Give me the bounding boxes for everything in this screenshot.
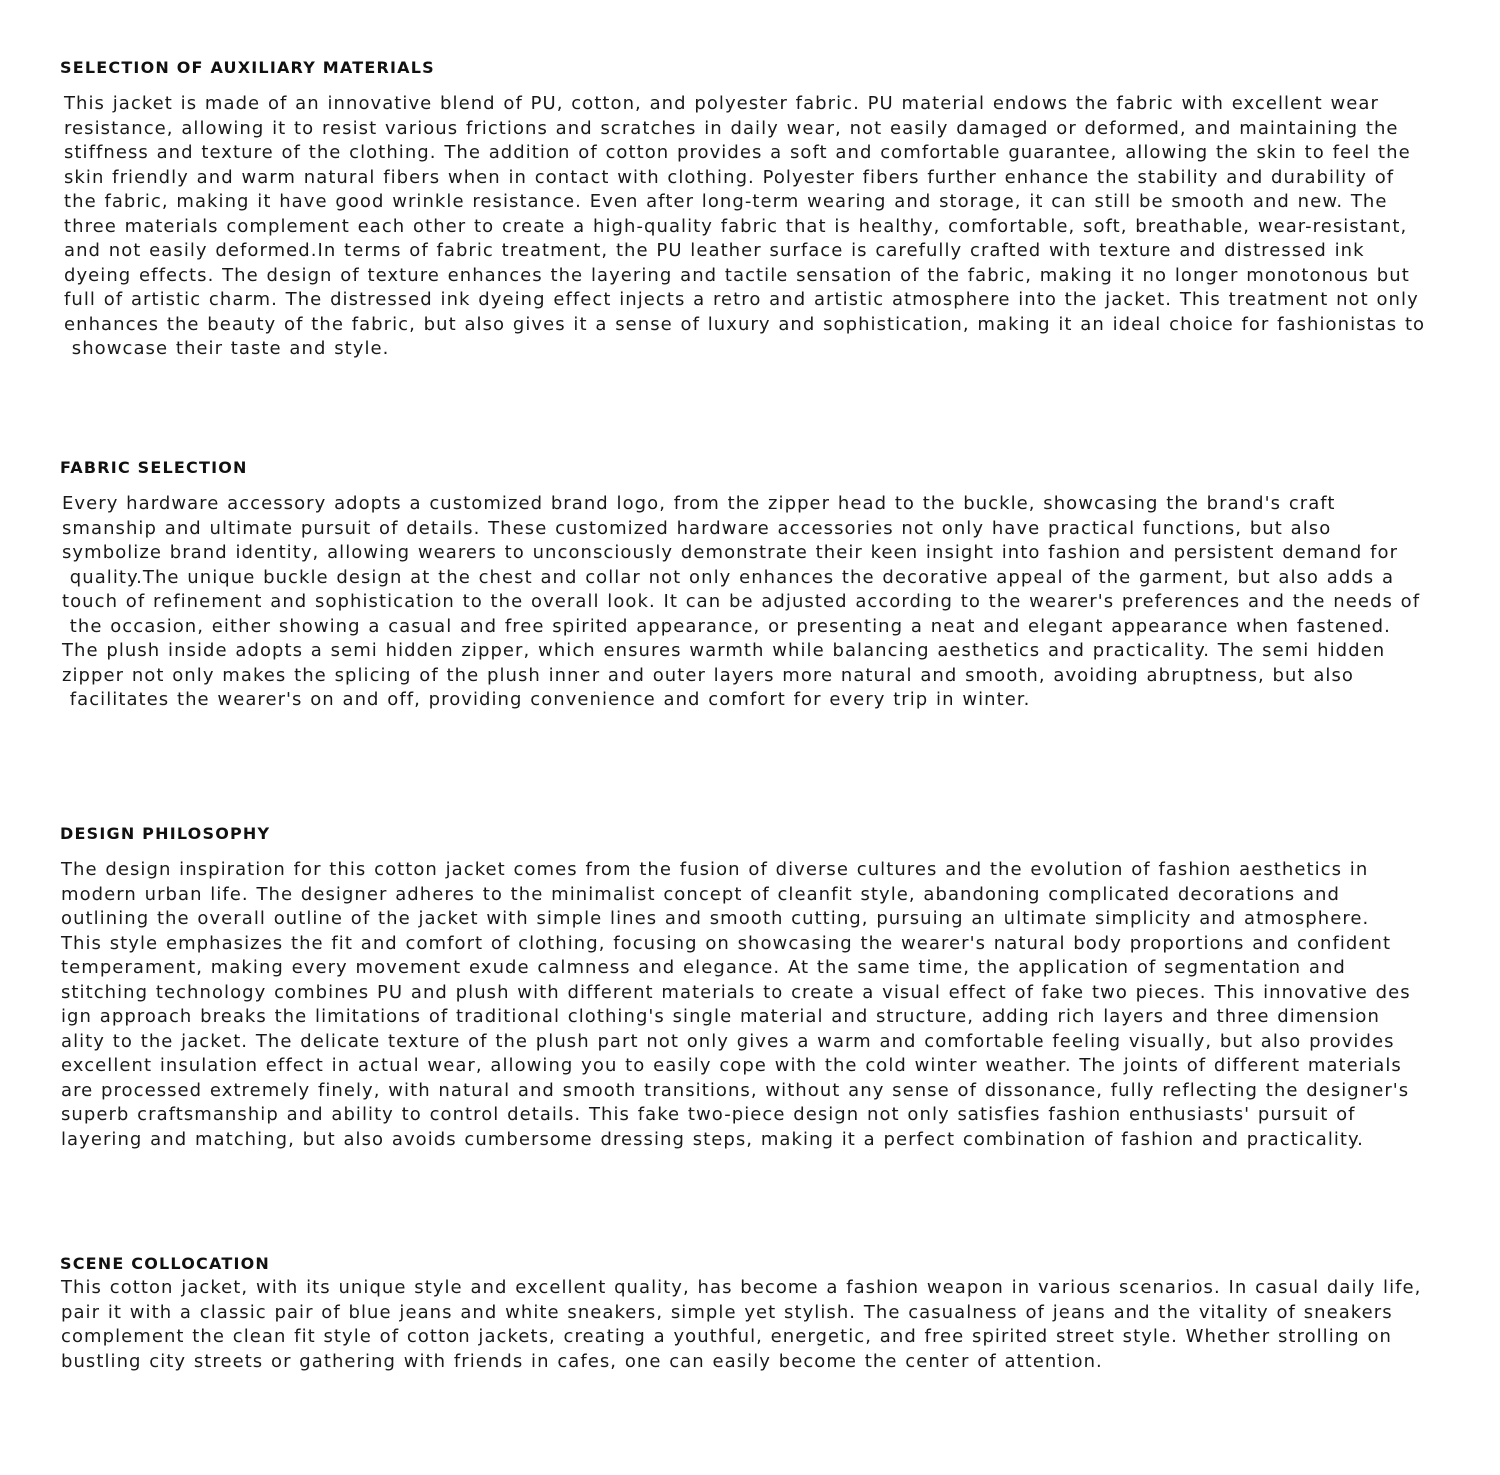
- body-line: The plush inside adopts a semi hidden zipper, which ensures warmth while balancing aesthetics and practicality. The semi hidden: [62, 640, 1386, 661]
- body-line: temperament, making every movement exude calmness and elegance. At the same time, the application of segmentation and: [61, 957, 1346, 978]
- body-line: touch of refinement and sophistication to the overall look. It can be adjusted according to the wearer's preferences and the needs of: [62, 591, 1421, 612]
- section-body: [60, 492, 1485, 713]
- body-line: ign approach breaks the limitations of traditional clothing's single material and structure, adding rich layers and three dimension: [61, 1006, 1380, 1027]
- section-auxiliary-materials: [60, 58, 1485, 362]
- section-design-philosophy: [60, 824, 1485, 1152]
- body-line: are processed extremely finely, with natural and smooth transitions, without any sense of dissonance, fully reflecting the designer's: [61, 1079, 1410, 1101]
- body-line: resistance, allowing it to resist various frictions and scratches in daily wear, not easily damaged or deformed, and maintaining the: [64, 117, 1399, 139]
- body-line: excellent insulation effect in actual wear, allowing you to easily cope with the cold winter weather. The joints of different materials: [61, 1055, 1402, 1076]
- body-line: layering and matching, but also avoids cumbersome dressing steps, making it a perfect combination of fashion and practicality.: [61, 1128, 1364, 1150]
- body-line: facilitates the wearer's on and off, providing convenience and comfort for every trip in winter.: [62, 689, 1031, 710]
- body-line: The design inspiration for this cotton jacket comes from the fusion of diverse cultures and the evolution of fashion aesthetics in: [61, 859, 1369, 880]
- body-line: showcase their taste and style.: [64, 338, 390, 359]
- section-heading: FABRIC SELECTION: [60, 458, 248, 477]
- body-line: bustling city streets or gathering with friends in cafes, one can easily become the center of attention.: [61, 1350, 1103, 1372]
- section-body: [60, 1276, 1485, 1374]
- section-body: [60, 858, 1485, 1152]
- body-line: quality.The unique buckle design at the chest and collar not only enhances the decorative appeal of the garment, but also adds a: [62, 566, 1395, 588]
- section-heading: DESIGN PHILOSOPHY: [60, 824, 271, 843]
- body-line: stitching technology combines PU and plush with different materials to create a visual effect of fake two pieces. This innovative des: [61, 981, 1411, 1003]
- body-line: This cotton jacket, with its unique style and excellent quality, has become a fashion weapon in various scenarios. In casual daily life,: [61, 1277, 1422, 1298]
- body-line: the occasion, either showing a casual and free spirited appearance, or presenting a neat and elegant appearance when fastened.: [62, 615, 1391, 637]
- body-line: dyeing effects. The design of texture enhances the layering and tactile sensation of the fabric, making it no longer monotonous but: [64, 264, 1410, 286]
- section-body: [60, 92, 1485, 362]
- section-heading: SCENE COLLOCATION: [60, 1254, 270, 1273]
- body-line: symbolize brand identity, allowing wearers to unconsciously demonstrate their keen insight into fashion and persistent demand for: [62, 542, 1399, 563]
- body-line: and not easily deformed.In terms of fabric treatment, the PU leather surface is carefully crafted with texture and distressed ink: [64, 240, 1365, 261]
- body-line: This style emphasizes the fit and comfort of clothing, focusing on showcasing the wearer's natural body proportions and confident: [61, 932, 1392, 954]
- body-line: superb craftsmanship and ability to control details. This fake two-piece design not only satisfies fashion enthusiasts' pursuit of: [61, 1104, 1356, 1125]
- body-line: skin friendly and warm natural fibers when in contact with clothing. Polyester fibers further enhance the stability and durability of: [64, 166, 1395, 188]
- body-line: This jacket is made of an innovative blend of PU, cotton, and polyester fabric. PU material endows the fabric with excellent wear: [64, 93, 1379, 114]
- section-heading: SELECTION OF AUXILIARY MATERIALS: [60, 58, 435, 77]
- body-line: zipper not only makes the splicing of the plush inner and outer layers more natural and smooth, avoiding abruptness, but also: [62, 664, 1354, 686]
- body-line: pair it with a classic pair of blue jeans and white sneakers, simple yet stylish. The casualness of jeans and the vitality of sneakers: [61, 1301, 1393, 1323]
- body-line: smanship and ultimate pursuit of details. These customized hardware accessories not only have practical functions, but also: [62, 517, 1332, 539]
- body-line: ality to the jacket. The delicate texture of the plush part not only gives a warm and comfortable feeling visually, but also provides: [61, 1030, 1395, 1052]
- body-line: three materials complement each other to create a high-quality fabric that is healthy, comfortable, soft, breathable, wear-resistant,: [64, 215, 1408, 237]
- section-fabric-selection: [60, 458, 1485, 713]
- body-line: stiffness and texture of the clothing. The addition of cotton provides a soft and comfortable guarantee, allowing the skin to feel the: [64, 142, 1411, 163]
- body-line: modern urban life. The designer adheres to the minimalist concept of cleanfit style, abandoning complicated decorations and: [61, 883, 1340, 905]
- section-scene-collocation: [60, 1254, 1485, 1374]
- body-line: the fabric, making it have good wrinkle resistance. Even after long-term wearing and storage, it can still be smooth and new. The: [64, 191, 1388, 212]
- body-line: Every hardware accessory adopts a customized brand logo, from the zipper head to the buckle, showcasing the brand's craft: [62, 493, 1336, 514]
- body-line: enhances the beauty of the fabric, but also gives it a sense of luxury and sophistication, making it an ideal choice for fashionistas to: [64, 313, 1426, 335]
- body-line: complement the clean fit style of cotton jackets, creating a youthful, energetic, and free spirited street style. Whether strolling on: [61, 1326, 1393, 1347]
- body-line: outlining the overall outline of the jacket with simple lines and smooth cutting, pursuing an ultimate simplicity and atmosphere.: [61, 908, 1370, 929]
- body-line: full of artistic charm. The distressed ink dyeing effect injects a retro and artistic atmosphere into the jacket. This treatment not only: [64, 289, 1419, 310]
